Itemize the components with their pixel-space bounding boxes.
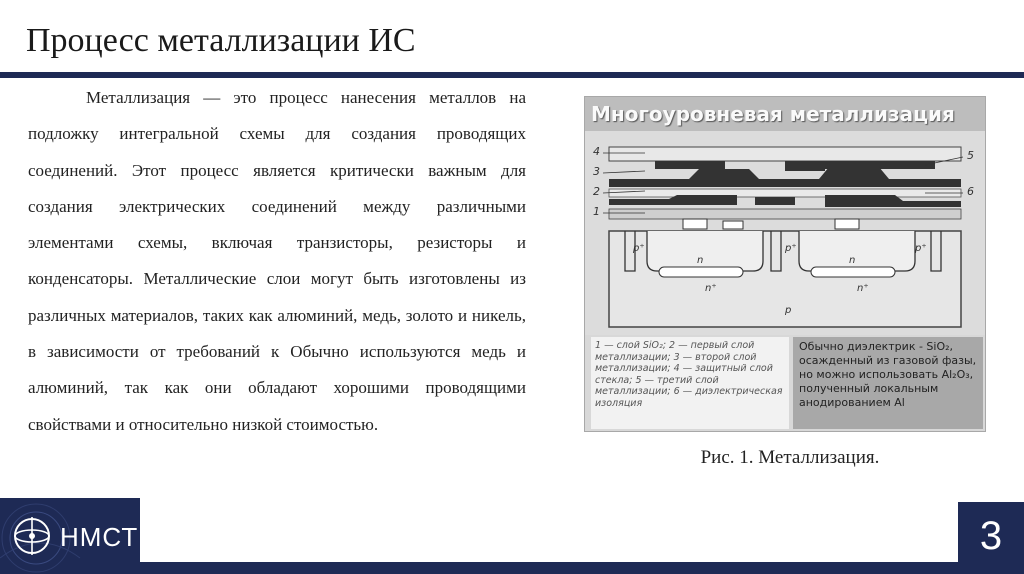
layer-label: 2 <box>593 185 600 198</box>
region-label: n <box>697 255 704 266</box>
layer-label: 3 <box>593 165 600 178</box>
region-label: n <box>849 255 856 266</box>
oxide-layer <box>609 209 961 219</box>
figure-caption: Рис. 1. Металлизация. <box>700 447 880 468</box>
left-well <box>647 231 763 271</box>
glass-layer <box>609 147 961 161</box>
region-label: p⁺ <box>633 243 645 254</box>
metallization-figure <box>584 96 986 432</box>
layer-label: 1 <box>593 205 600 218</box>
body-paragraph: Металлизация — это процесс нанесения металлов на подложку интегральной схемы для создания проводящих соединений. Этот процесс является критически важным для создания электрических соединений между различными элементами схемы, включая транзисторы, резисторы и конденсаторы. Металлические слои могут быть изготовлены из различных материалов, таких как алюминий, медь, золото и никель, в зависимости от требований к Обычно используются медь и алюминий, так как они обладают хорошими проводящими свойствами и относительно низкой стоимостью. <box>28 88 526 434</box>
footer-bar <box>0 562 1024 574</box>
title-divider <box>0 72 1024 78</box>
layer-label: 5 <box>967 149 974 162</box>
right-well <box>799 231 915 271</box>
logo-icon <box>10 514 54 558</box>
region-label: p⁺ <box>915 243 927 254</box>
region-label: p⁺ <box>785 243 797 254</box>
logo-text: НМСТ <box>60 522 139 552</box>
dielectric-layer <box>609 189 961 197</box>
page-number: 3 <box>979 514 1003 558</box>
layer-label: 4 <box>593 145 600 158</box>
layer-label: 6 <box>967 185 974 198</box>
slide-title: Процесс металлизации ИС <box>26 22 416 59</box>
region-label: p <box>785 305 792 316</box>
figure-heading: Многоуровневая металлизация <box>585 97 985 131</box>
region-label: n⁺ <box>857 283 869 294</box>
figure-legend-layers: 1 — слой SiO₂; 2 — первый слой металлизации; 3 — второй слой металлизации; 4 — защитный слой стекла; 5 — третий слой металлизации; 6 — диэлектрическая изоляция <box>591 337 789 429</box>
cross-section-diagram <box>585 131 985 335</box>
region-label: n⁺ <box>705 283 717 294</box>
figure-legend-note: Обычно диэлектрик - SiO₂, осажденный из газовой фазы, но можно использовать Al₂O₃, полученный локальным анодированием Al <box>793 337 983 429</box>
